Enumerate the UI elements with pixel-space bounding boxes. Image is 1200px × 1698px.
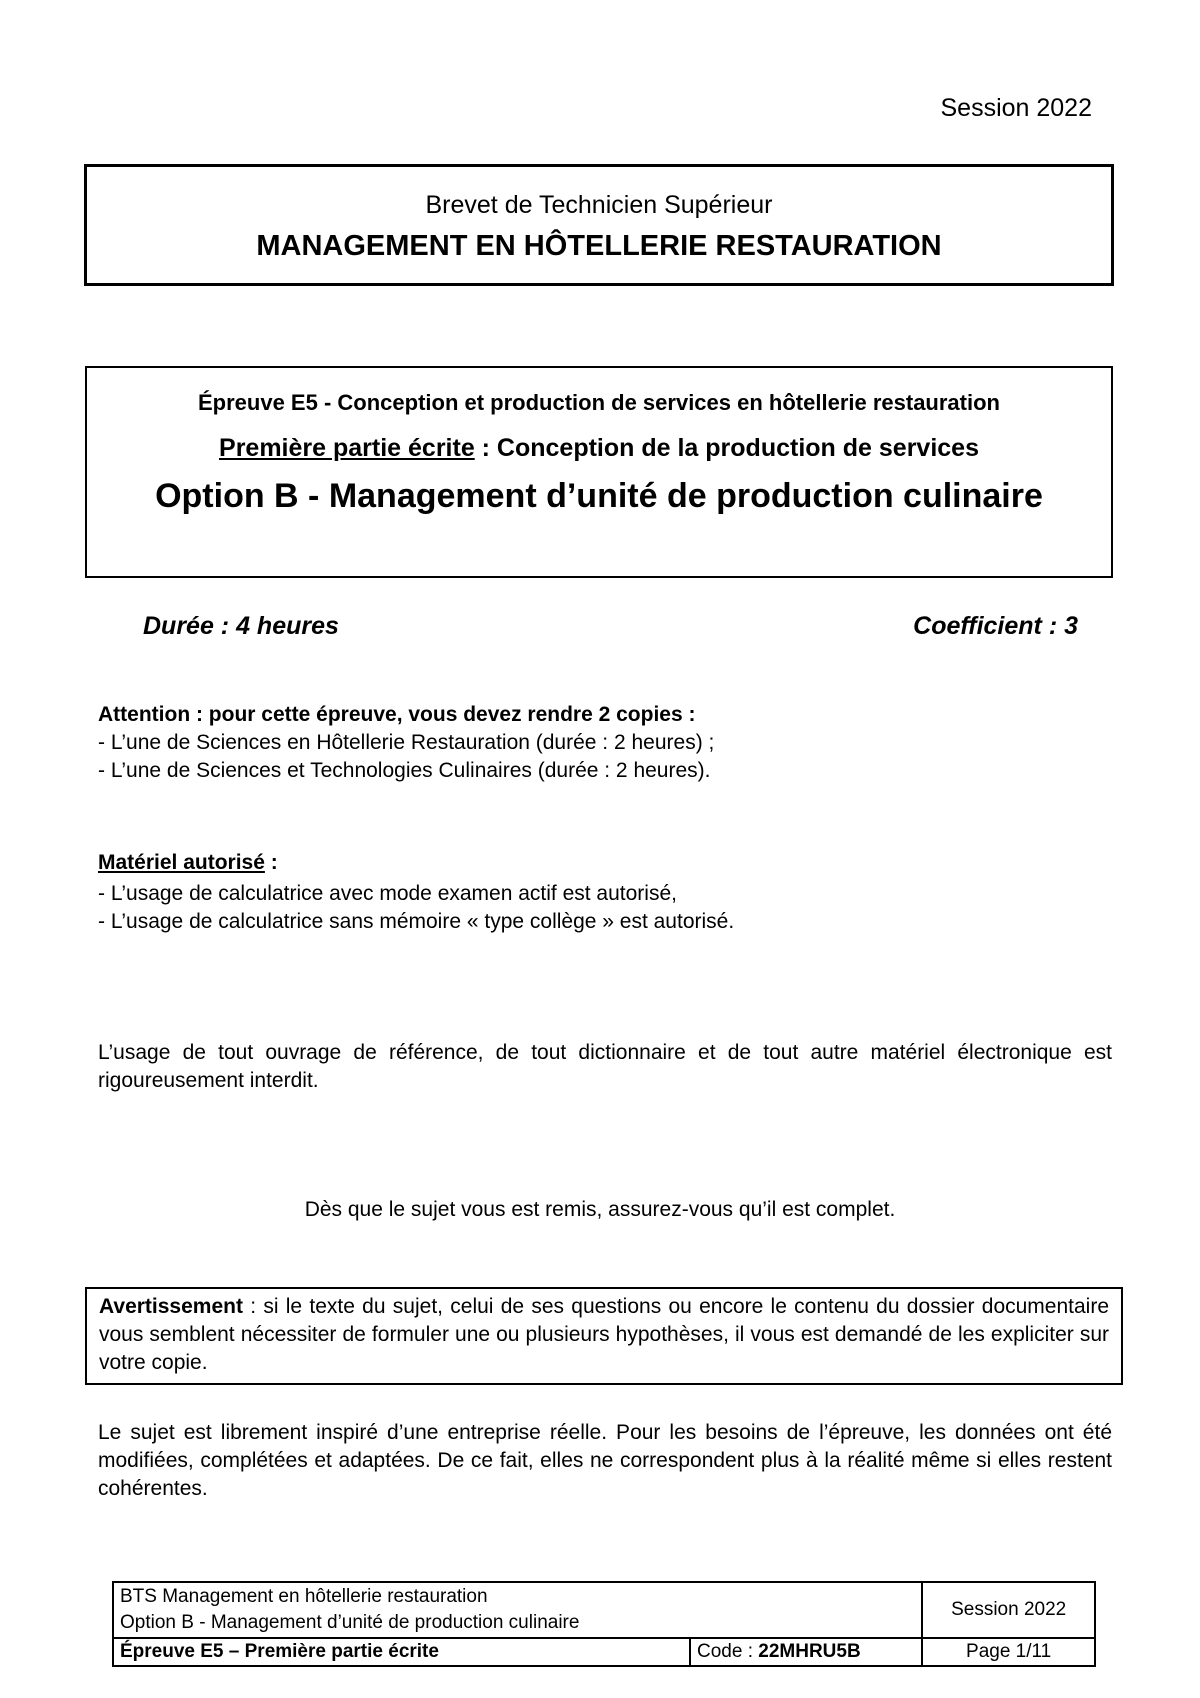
- session-label: Session 2022: [940, 94, 1092, 122]
- materiel-suffix: :: [264, 851, 278, 874]
- duree: Durée : 4 heures: [143, 612, 339, 640]
- attention-section: [98, 701, 1112, 785]
- footer-code-label: Code :: [697, 1641, 759, 1662]
- materiel-heading: [98, 849, 1112, 877]
- materiel-item: - L’usage de calculatrice sans mémoire « type collège » est autorisé.: [98, 910, 735, 933]
- complet-notice: Dès que le sujet vous est remis, assurez-vous qu’il est complet.: [304, 1198, 896, 1221]
- avertissement-label: Avertissement: [99, 1295, 243, 1318]
- footer-code-cell: [690, 1638, 922, 1666]
- diploma-subtitle: Brevet de Technicien Supérieur: [425, 191, 773, 219]
- footer-page: Page 1/11: [922, 1638, 1095, 1666]
- epreuve-title: Épreuve E5 - Conception et production de services en hôtellerie restauration: [198, 390, 1000, 415]
- footer-epreuve: Épreuve E5 – Première partie écrite: [113, 1638, 690, 1666]
- inspire-paragraph: Le sujet est librement inspiré d’une entreprise réelle. Pour les besoins de l’épreuve, les données ont été modifiées, complétées et adaptées. De ce fait, elles ne correspondent plus à la réalité même si elles restent cohérentes.: [98, 1421, 1112, 1500]
- title-box: [84, 164, 1114, 286]
- option-title: Option B - Management d’unité de production culinaire: [155, 477, 1043, 515]
- footer-line2: Option B - Management d’unité de production culinaire: [120, 1612, 580, 1633]
- attention-item: - L’une de Sciences et Technologies Culinaires (durée : 2 heures).: [98, 759, 711, 782]
- materiel-label: Matériel autorisé: [98, 851, 265, 874]
- footer-table: [112, 1581, 1096, 1667]
- diploma-title: MANAGEMENT EN HÔTELLERIE RESTAURATION: [256, 230, 942, 262]
- footer-course-cell: [113, 1582, 922, 1638]
- materiel-item: - L’usage de calculatrice avec mode examen actif est autorisé,: [98, 882, 677, 905]
- partie-rest: : Conception de la production de services: [474, 434, 979, 462]
- footer-code: 22MHRU5B: [758, 1641, 861, 1662]
- partie-title: [87, 434, 1111, 463]
- avertissement-box: [85, 1287, 1123, 1385]
- materiel-section: [98, 849, 1112, 936]
- footer-line1: BTS Management en hôtellerie restauration: [120, 1586, 488, 1607]
- partie-label: Première partie écrite: [219, 434, 475, 462]
- coefficient: Coefficient : 3: [913, 612, 1078, 640]
- footer-session: Session 2022: [922, 1582, 1095, 1638]
- avertissement-text: : si le texte du sujet, celui de ses questions ou encore le contenu du dossier documentaire vous semblent nécessiter de formuler une ou plusieurs hypothèses, il vous est demandé de les expliciter sur votre copie.: [99, 1295, 1109, 1374]
- exam-box: [85, 366, 1113, 578]
- attention-heading: Attention : pour cette épreuve, vous devez rendre 2 copies :: [98, 703, 696, 726]
- attention-item: - L’une de Sciences en Hôtellerie Restauration (durée : 2 heures) ;: [98, 731, 715, 754]
- interdit-paragraph: L’usage de tout ouvrage de référence, de tout dictionnaire et de tout autre matériel électronique est rigoureusement interdit.: [98, 1041, 1112, 1092]
